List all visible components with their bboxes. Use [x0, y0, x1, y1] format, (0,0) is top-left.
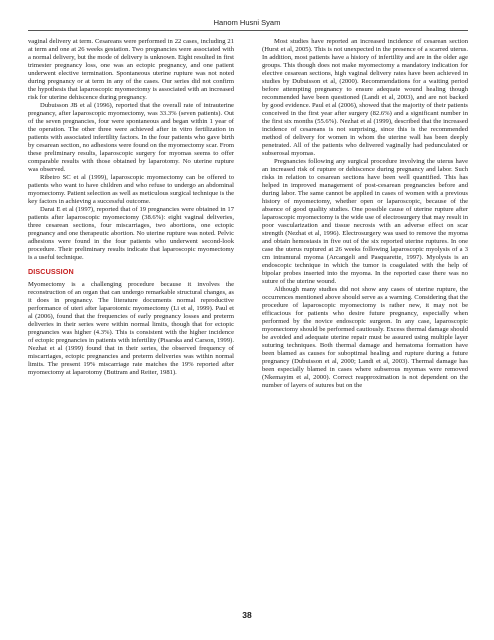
paragraph: Pregnancies following any surgical procedure involving the uterus have an increased risk of rupture or dehiscence during pregnancy and labor. Such risks in relation to cesarean sections have been well quantified. This has helped in improved management of post-cesarean pregnancies before and during labor. The same cannot be applied in cases of women with a previous history of myomectomy, whether open or laparoscopic, because of the absence of good quality studies. One possible cause of uterine rupture after laparoscopic myomectomy is the wide use of electrosurgery that may result in poor vascularization and tissue necrosis with an adverse effect on scar strength (Nezhat et al, 1996). Electrosurgery was used to remove the myoma and obtain hemostasis in five out of the six reported uterine ruptures. In one case the uterus ruptured at 26 weeks following laparoscopic myolysis of a 3 cm intramural myoma (Arcangeli and Pasquarette, 1997). Myolysis is an endoscopic technique in which the tumor is coagulated with the help of bipolar probes inserted into the myoma. In the reported case there was no suture of the uterine wound. [262, 158, 468, 285]
paragraph: Although many studies did not show any cases of uterine rupture, the occurrences mentioned above should serve as a warning. Considering that the procedure of laparoscopic myomectomy is rather new, it may not be efficacious for patients who desire future pregnancy, especially when performed by the novice endoscopic surgeon. In any case, laparoscopic myomectomy should be performed cautiously. Excess thermal damage should be avoided and adequate uterine repair must be assured using multiple layer suturing techniques. Both thermal damage and hematoma formation have been blamed as causes for suboptimal healing and rupture during a future pregnancy (Dubuisson et al, 2000; Landi et al, 2003). Thermal damage has been especially blamed in cases where subserous myomas were removed (Nkemayim et al, 2000). Correct reapproximation is not dependent on the number of layers of sutures but on the [262, 286, 468, 389]
page-number: 38 [242, 610, 252, 620]
paragraph: Dubuisson JB et al (1996), reported that the overall rate of intrauterine pregnancy, after laparoscopic myomectomy, was 33.3% (seven patients). Out of the seven pregnancies, four were spontaneous and began within 1 year of the operation. The other three were achieved after in vitro fertilization in patients with associated infertility factors. In the four patients who gave birth by cesarean section, no adhesions were found on the myomectomy scar. From these preliminary results, laparoscopic surgery for myomas seems to offer comparable results with those obtained by laparotomy. No uterine rupture was observed. [28, 102, 234, 173]
paragraph: Myomectomy is a challenging procedure because it involves the reconstruction of an organ that can undergo remarkable structural changes, as it does in pregnancy. The literature documents normal reproductive performance of uteri after laparotomic myomectomy (Li et al, 1999). Paul et al (2006), found that the frequencies of early pregnancy losses and preterm deliveries in their series were within normal limits, though that for ectopic pregnancies was higher (4.3%). This is consistent with the higher incidence of ectopic pregnancies in patients with infertility (Pisarska and Carson, 1999). Nezhat et al (1999) found that in their series, the observed frequency of miscarriages, ectopic pregnancies and preterm deliveries was within normal limits. The present 19% miscarriage rate matches the 19% reported after myomectomy at laparotomy (Buttram and Reiter, 1981). [28, 281, 234, 376]
paragraph: Ribeiro SC et al (1999), laparoscopic myomectomy can be offered to patients who want to have children and who refuse to undergo an abdominal myomectomy. Patient selection as well as meticulous surgical technique is the key factors in achieving a successful outcome. [28, 174, 234, 205]
paragraph: Most studies have reported an increased incidence of cesarean section (Hurst et al, 2005). This is not unexpected in the presence of a scarred uterus. In addition, most patients have a history of infertility and are in the older age groups. This though does not make myomectomy a mandatory indication for elective cesarean sections, high vaginal delivery rates have been achieved in studies by Dubuisson et al, (2000). Recommendations for a waiting period before attempting pregnancy to ensure adequate wound healing though recommended have been questioned (Landi et al, 2003), and are not backed by good evidence. Paul et al (2006), showed that the majority of their patients conceived in the first year after surgery (82.6%) and a significant number in the first six months (55.6%). Nezhat et al (1999), described that the increased incidence of cesareans is not surprising, since this is the recommended method of delivery for women in whom the uterine wall has been deeply penetrated. All of the patients who delivered vaginally had pedunculated or subserosal myomas. [262, 38, 468, 157]
paragraph: vaginal delivery at term. Cesareans were performed in 22 cases, including 21 at term and one at 26 weeks gestation. Two pregnancies were associated with a normal delivery, but the mode of delivery is unknown. Eight resulted in first trimester pregnancy loss, one was an ectopic pregnancy, and one patient underwent elective termination. Spontaneous uterine rupture was not noted during pregnancy or at term in any of the cases. Our series did not confirm the hypothesis that laparoscopic myomectomy is associated with an increased risk for uterine dehiscence during pregnancy. [28, 38, 234, 101]
right-column [262, 38, 468, 390]
running-header: Hanom Husni Syam [213, 18, 281, 27]
header-rule [28, 30, 468, 31]
paragraph: Darai E et al (1997), reported that of 19 pregnancies were obtained in 17 patients after laparoscopic myomectomy (38.6%): eight vaginal deliveries, three cesarean sections, four miscarriages, two abortions, one ectopic pregnancy and one therapeutic abortion. No uterine rupture was noted. Pelvic adhesions were found in the four patients who underwent second-look procedure. Their preliminary results indicate that laparoscopic myomectomy is a useful technique. [28, 206, 234, 261]
section-heading-discussion: DISCUSSION [28, 267, 74, 276]
left-column [28, 38, 234, 377]
